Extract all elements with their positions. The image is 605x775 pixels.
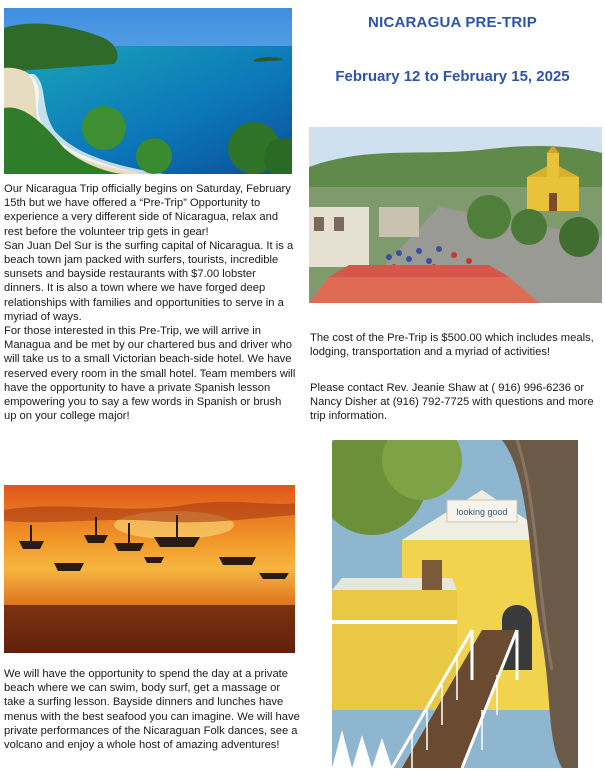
page-title: NICARAGUA PRE-TRIP	[368, 14, 537, 31]
beach-photo	[4, 8, 292, 174]
itinerary-paragraph: For those interested in this Pre-Trip, we will arrive in Managua and be met by our chartered bus and driver who will take us to a small Victorian beach-side hotel. We have reserved every room in the small hotel. Team members will have the opportunity to have a private Spanish lesson empowering you to say a few words in Spanish or brush up on your college major!	[4, 325, 296, 423]
town-square-photo	[309, 127, 602, 303]
contact-paragraph: Please contact Rev. Jeanie Shaw at ( 916) 996-6236 or Nancy Disher at (916) 792-7725 with questions and more trip information.	[310, 382, 594, 423]
intro-text	[4, 182, 296, 423]
activities-paragraph: We will have the opportunity to spend the day at a private beach where we can swim, body surf, get a massage or take a surfing lesson. Bayside dinners and lunches have menus with the best seafood you can imagine. We will have private performances of the Nicaraguan Folk dances, see a volcano and enjoy a whole host of amazing adventures!	[4, 668, 300, 752]
trip-dates: February 12 to February 15, 2025	[335, 68, 570, 85]
san-juan-paragraph: San Juan Del Sur is the surfing capital of Nicaragua. It is a beach town jam packed with surfers, tourists, incredible sunsets and bayside restaurants with $7.00 lobster dinners. It is also a town where we have forged deep relationships with families and opportunities to serve in a myriad of ways.	[4, 239, 294, 323]
hotel-sign-text: looking good	[456, 507, 508, 517]
pre-trip-intro-paragraph: Our Nicaragua Trip officially begins on Saturday, February 15th but we have offered a “Pre-Trip” Opportunity to experience a very different side of Nicaragua, relax and rest before the volunteer trip gets in gear!	[4, 183, 291, 238]
hotel-photo	[332, 440, 578, 768]
cost-paragraph: The cost of the Pre-Trip is $500.00 which includes meals, lodging, transportation and a myriad of activities!	[310, 332, 594, 359]
sunset-boats-photo	[4, 485, 295, 653]
